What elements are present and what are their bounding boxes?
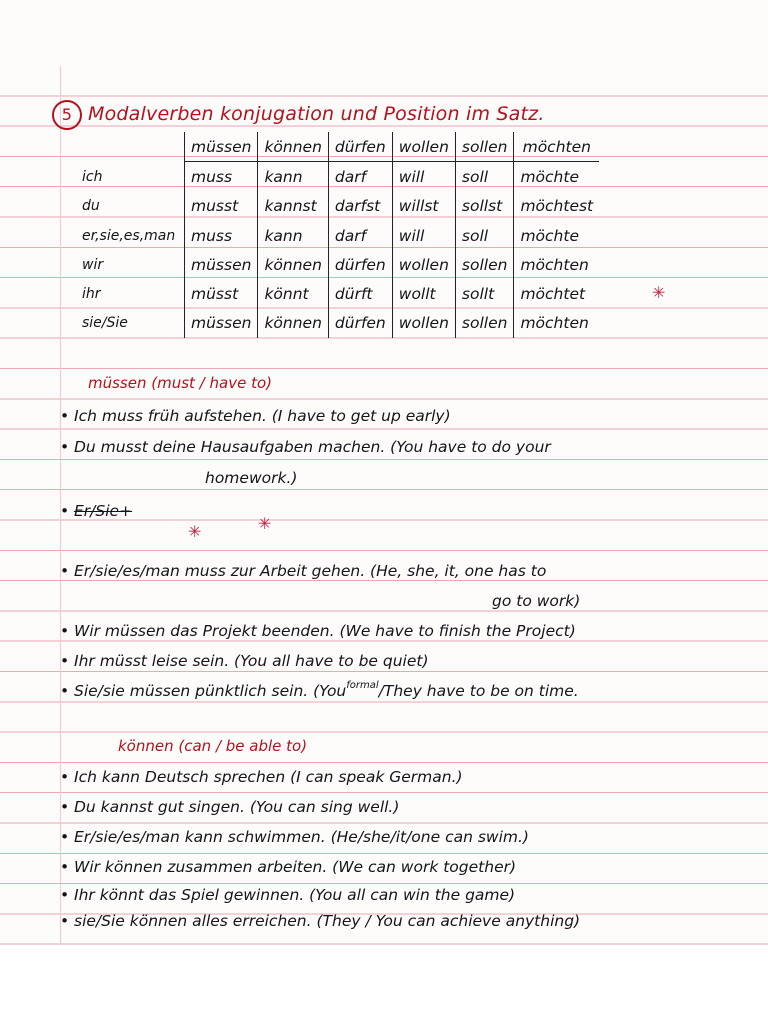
title-number: 5 [52, 100, 82, 130]
table-header-row [80, 132, 599, 162]
form-cell: musst [185, 192, 258, 221]
form-cell: möchtest [514, 192, 599, 221]
table-header-cell: möchten [514, 132, 599, 162]
pronoun-cell: du [82, 198, 100, 215]
form-cell: dürfen [328, 250, 392, 279]
list-item-text: Ich kann Deutsch sprechen (I can speak German.) [74, 768, 463, 786]
form-cell: dürft [328, 279, 392, 308]
table-header-cell: wollen [392, 132, 455, 162]
form-cell: wollen [392, 250, 455, 279]
table-row [80, 162, 599, 192]
page-title [52, 100, 545, 130]
list-item-text: Wir können zusammen arbeiten. (We can work together) [74, 858, 517, 876]
list-item: • Du musst deine Hausaufgaben machen. (You have to do your [60, 438, 551, 456]
pronoun-cell: wir [82, 256, 104, 273]
pronoun-cell: ich [82, 168, 103, 185]
list-item: • Du kannst gut singen. (You can sing well.) [60, 798, 400, 816]
form-cell: sollen [455, 309, 514, 338]
list-item-text: Er/sie/es/man kann schwimmen. (He/she/it/one can swim.) [74, 828, 529, 846]
form-cell: kann [258, 162, 328, 192]
table-row [80, 250, 599, 279]
form-cell: willst [392, 192, 455, 221]
list-item: • Er/sie/es/man kann schwimmen. (He/she/it/one can swim.) [60, 828, 529, 846]
table-row [80, 309, 599, 338]
list-item-text: Er/sie/es/man muss zur Arbeit gehen. (He, she, it, one has to [74, 562, 547, 580]
form-cell: soll [455, 221, 514, 250]
star-doodle: ✳ [188, 522, 202, 541]
form-cell: wollt [392, 279, 455, 308]
list-item: • Sie/sie müssen pünktlich sein. (You$^{formal}$/They have to be on time. [60, 680, 579, 700]
form-cell: darfst [328, 192, 392, 221]
list-item: • Er/sie/es/man muss zur Arbeit gehen. (He, she, it, one has to [60, 562, 547, 580]
table-header-cell: können [258, 132, 328, 162]
star-doodle: ✳ [258, 514, 272, 533]
list-item: • Ich muss früh aufstehen. (I have to get up early) [60, 407, 451, 425]
list-item: • Er/Sie+ [60, 502, 133, 520]
list-item: • Wir können zusammen arbeiten. (We can work together) [60, 858, 517, 876]
form-cell: möchtet [514, 279, 599, 308]
form-cell: kannst [258, 192, 328, 221]
list-item-text: Ihr müsst leise sein. (You all have to be quiet) [74, 652, 429, 670]
form-cell: können [258, 309, 328, 338]
section-heading-koennen: können (can / be able to) [118, 737, 308, 755]
form-cell: will [392, 162, 455, 192]
form-cell: soll [455, 162, 514, 192]
form-cell: müsst [185, 279, 258, 308]
form-cell: wollen [392, 309, 455, 338]
list-item: • Ihr müsst leise sein. (You all have to be quiet) [60, 652, 429, 670]
form-cell: darf [328, 221, 392, 250]
form-cell: möchte [514, 221, 599, 250]
list-item: • sie/Sie können alles erreichen. (They / You can achieve anything) [60, 912, 581, 930]
list-item-text: Wir müssen das Projekt beenden. (We have to finish the Project) [74, 622, 576, 640]
table-header-cell: sollen [455, 132, 514, 162]
table-row [80, 221, 599, 250]
form-cell: möchten [514, 309, 599, 338]
pronoun-cell: sie/Sie [82, 315, 128, 332]
form-cell: sollen [455, 250, 514, 279]
table-header-cell: dürfen [328, 132, 392, 162]
superscript-note: formal [346, 680, 379, 691]
list-item-text: Du musst deine Hausaufgaben machen. (You have to do your [74, 438, 551, 456]
form-cell: möchte [514, 162, 599, 192]
form-cell: sollt [455, 279, 514, 308]
table-header-pronoun [80, 132, 185, 162]
form-cell: dürfen [328, 309, 392, 338]
form-cell: müssen [185, 309, 258, 338]
conjugation-table [80, 132, 599, 338]
pronoun-cell: ihr [82, 286, 101, 303]
section-heading-muessen: müssen (must / have to) [88, 374, 272, 392]
list-item-text: Ich muss früh aufstehen. (I have to get up early) [74, 407, 451, 425]
table-header-cell: müssen [185, 132, 258, 162]
form-cell: können [258, 250, 328, 279]
list-item-continuation: homework.) [205, 469, 298, 487]
form-cell: muss [185, 221, 258, 250]
list-item-text: Ihr könnt das Spiel gewinnen. (You all can win the game) [74, 886, 516, 904]
form-cell: möchten [514, 250, 599, 279]
list-item-text: Du kannst gut singen. (You can sing well.) [74, 798, 400, 816]
form-cell: muss [185, 162, 258, 192]
form-cell: kann [258, 221, 328, 250]
list-item: • Wir müssen das Projekt beenden. (We have to finish the Project) [60, 622, 576, 640]
table-row [80, 192, 599, 221]
form-cell: könnt [258, 279, 328, 308]
list-item-text: sie/Sie können alles erreichen. (They / You can achieve anything) [74, 912, 581, 930]
form-cell: sollst [455, 192, 514, 221]
list-item: • Ihr könnt das Spiel gewinnen. (You all can win the game) [60, 886, 516, 904]
list-item: • Ich kann Deutsch sprechen (I can speak German.) [60, 768, 463, 786]
form-cell: will [392, 221, 455, 250]
star-doodle: ✳ [652, 283, 666, 302]
form-cell: darf [328, 162, 392, 192]
table-row [80, 279, 599, 308]
form-cell: müssen [185, 250, 258, 279]
list-item-continuation: go to work) [492, 592, 581, 610]
list-item-text: Sie/sie müssen pünktlich sein. (You [74, 682, 347, 700]
title-text: Modalverben konjugation und Position im Satz. [88, 103, 545, 125]
list-item-text: Er/Sie+ [74, 502, 133, 520]
pronoun-cell: er,sie,es,man [82, 227, 176, 244]
list-item-text: /They have to be on time. [378, 682, 579, 700]
